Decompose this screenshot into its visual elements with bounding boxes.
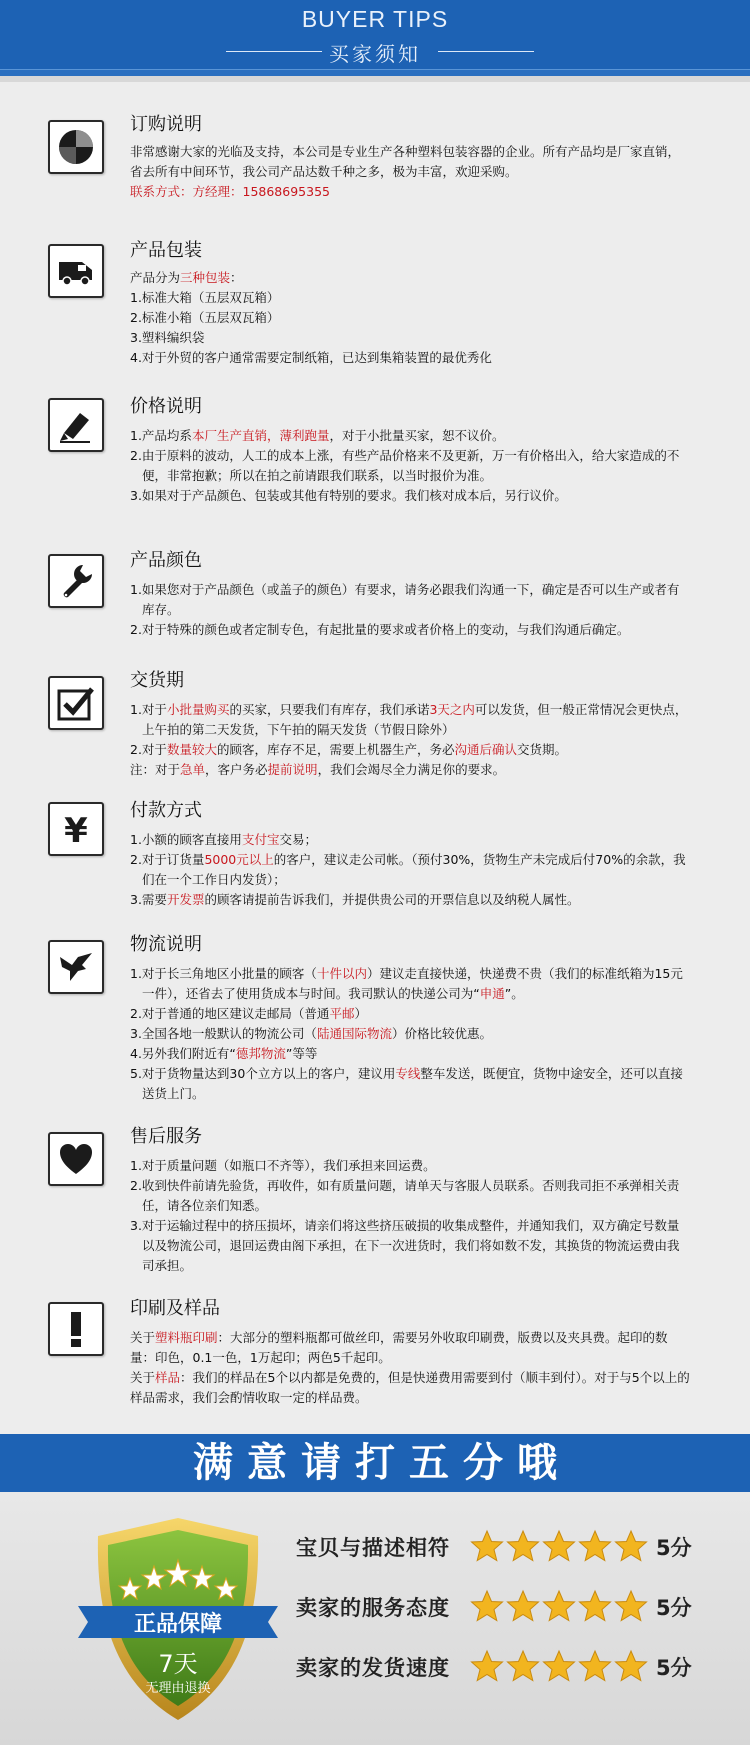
delivery-text: 可以发货，但一般正常情况会更快点，上午拍的第二天发货，下午拍的隔天发货（节假日除外） bbox=[142, 702, 688, 737]
delivery-note bbox=[130, 760, 690, 780]
logistics-text: 4.另外我们附近有“ bbox=[130, 1046, 236, 1061]
rating-row bbox=[296, 1586, 706, 1626]
color-line: 1.如果您对于产品颜色（或盖子的颜色）有要求，请务必跟我们沟通一下，确定是否可以生产或者有库存。 bbox=[130, 582, 680, 617]
delivery-text: 交货期。 bbox=[516, 742, 567, 757]
rating-banner-text: 满意请打五分哦 bbox=[193, 1440, 571, 1486]
price-line1-tail: ，对于小批量买家，恕不议价。 bbox=[329, 428, 505, 443]
ordering-contact: 联系方式：方经理：15868695355 bbox=[130, 184, 330, 199]
delivery-line bbox=[130, 740, 690, 760]
packaging-intro-highlight: 三种包装 bbox=[180, 270, 231, 285]
rating-label: 卖家的服务态度 bbox=[296, 1596, 450, 1620]
section-logistics-title: 物流说明 bbox=[130, 934, 202, 955]
printing-text: 关于 bbox=[130, 1370, 156, 1385]
star-icon bbox=[542, 1529, 576, 1563]
logistics-highlight: 德邦物流 bbox=[235, 1046, 286, 1061]
payment-text: 1.小额的顾客直接用 bbox=[130, 832, 242, 847]
price-line: 2.由于原料的波动，人工的成本上涨，有些产品价格来不及更新，万一有价格出入，给大家造成的不便，非常抱歉；所以在拍之前请跟我们联系，以当时报价为准。 bbox=[130, 448, 680, 483]
wrench-icon bbox=[48, 554, 104, 608]
section-payment-title: 付款方式 bbox=[130, 800, 202, 821]
payment-highlight: 开发票 bbox=[166, 892, 205, 907]
payment-highlight: 5000元以上 bbox=[204, 852, 274, 867]
section-aftersales-body bbox=[130, 1156, 690, 1276]
star-icon bbox=[506, 1589, 540, 1623]
svg-text:¥: ¥ bbox=[64, 811, 88, 849]
yen-icon bbox=[48, 802, 104, 856]
packaging-intro bbox=[130, 268, 690, 288]
rating-score: 5分 bbox=[656, 1596, 692, 1620]
packaging-item: 3.塑料编织袋 bbox=[130, 330, 205, 345]
section-packaging-body bbox=[130, 268, 690, 368]
packaging-intro-text: 产品分为 bbox=[130, 270, 181, 285]
logistics-highlight: 十件以内 bbox=[316, 966, 367, 981]
star-icon bbox=[542, 1649, 576, 1683]
pie-chart-icon bbox=[48, 120, 104, 174]
aftersales-line: 3.对于运输过程中的挤压损坏，请亲们将这些挤压破损的收集成整件，并通知我们，双方确定号数量以及物流公司，退回运费由阁下承担，在下一次进货时，我们将如数不发，其换货的物流运费由我司承担。 bbox=[130, 1218, 680, 1273]
header-divider-right bbox=[438, 51, 534, 52]
star-icon bbox=[578, 1529, 612, 1563]
logistics-line bbox=[130, 1024, 690, 1044]
star-icon bbox=[578, 1589, 612, 1623]
section-printing-title: 印刷及样品 bbox=[130, 1298, 220, 1319]
delivery-text: ，我们会竭尽全力满足你的要求。 bbox=[317, 762, 506, 777]
section-delivery-body bbox=[130, 700, 690, 780]
logistics-line bbox=[130, 1044, 690, 1064]
rating-stars bbox=[470, 1529, 650, 1563]
delivery-highlight: 沟通后确认 bbox=[454, 742, 517, 757]
logistics-highlight: 申通 bbox=[479, 986, 505, 1001]
logistics-line bbox=[130, 1064, 690, 1104]
rating-banner bbox=[0, 1434, 750, 1492]
logistics-text: ） bbox=[354, 1006, 367, 1021]
logistics-text: ”等等 bbox=[285, 1046, 318, 1061]
logistics-text: ）价格比较优惠。 bbox=[391, 1026, 492, 1041]
printing-highlight: 塑料瓶印刷 bbox=[155, 1330, 218, 1345]
section-logistics-body bbox=[130, 964, 690, 1104]
payment-text: 3.需要 bbox=[130, 892, 167, 907]
rating-row bbox=[296, 1526, 706, 1566]
ratings-panel bbox=[0, 1492, 750, 1745]
delivery-highlight: 数量较大 bbox=[166, 742, 217, 757]
star-icon bbox=[470, 1529, 504, 1563]
badge-days-text: 7天 bbox=[158, 1650, 198, 1678]
packaging-item: 2.标准小箱（五层双瓦箱） bbox=[130, 310, 280, 325]
rating-stars bbox=[470, 1589, 650, 1623]
highlighter-pen-icon bbox=[48, 398, 104, 452]
printing-text: ：大部分的塑料瓶都可做丝印，需要另外收取印刷费，版费以及夹具费。起印的数量：印色，0.1一色，1万起印；两色5千起印。 bbox=[130, 1330, 668, 1365]
star-icon bbox=[470, 1589, 504, 1623]
payment-text: 的顾客请提前告诉我们，并提供贵公司的开票信息以及纳税人属性。 bbox=[204, 892, 580, 907]
delivery-highlight: 3天之内 bbox=[429, 702, 475, 717]
payment-text: 2.对于订货量 bbox=[130, 852, 205, 867]
packaging-item: 1.标准大箱（五层双瓦箱） bbox=[130, 290, 280, 305]
section-color-title: 产品颜色 bbox=[130, 550, 202, 571]
printing-text: ：我们的样品在5个以内都是免费的，但是快递费用需要到付（顺丰到付）。对于与5个以上的样品需求，我们会酌情收取一定的样品费。 bbox=[130, 1370, 690, 1405]
section-delivery-title: 交货期 bbox=[130, 670, 184, 691]
section-aftersales-title: 售后服务 bbox=[130, 1126, 202, 1147]
delivery-text: 的顾客，库存不足，需要上机器生产，务必 bbox=[216, 742, 455, 757]
star-icon bbox=[614, 1649, 648, 1683]
star-icon bbox=[506, 1649, 540, 1683]
van-icon bbox=[48, 244, 104, 298]
star-icon bbox=[578, 1649, 612, 1683]
aftersales-line: 2.收到快件前请先验货，再收件，如有质量问题，请单天与客服人员联系。否则我司拒不承弹相关责任，请各位亲们知悉。 bbox=[130, 1178, 680, 1213]
logistics-text: 3.全国各地一般默认的物流公司（ bbox=[130, 1026, 317, 1041]
section-printing-body bbox=[130, 1328, 690, 1408]
aftersales-line: 1.对于质量问题（如瓶口不齐等），我们承担来回运费。 bbox=[130, 1158, 436, 1173]
rating-stars bbox=[470, 1649, 650, 1683]
section-price-title: 价格说明 bbox=[130, 396, 202, 417]
logistics-text: 1.对于长三角地区小批量的顾客（ bbox=[130, 966, 317, 981]
page-header bbox=[0, 0, 750, 76]
packaging-item: 4.对于外贸的客户通常需要定制纸箱，已达到集箱装置的最优秀化 bbox=[130, 350, 492, 365]
star-icon bbox=[614, 1529, 648, 1563]
payment-line bbox=[130, 830, 690, 850]
payment-line bbox=[130, 890, 690, 910]
price-line1-highlight: 本厂生产直销，薄利跑量 bbox=[191, 428, 330, 443]
printing-line bbox=[130, 1328, 690, 1368]
logistics-highlight: 专线 bbox=[395, 1066, 421, 1081]
delivery-highlight: 急单 bbox=[180, 762, 206, 777]
price-line1-text: 1.产品均系 bbox=[130, 428, 192, 443]
badge-main-text: 正品保障 bbox=[133, 1612, 223, 1637]
logistics-text: 2.对于普通的地区建议走邮局（普通 bbox=[130, 1006, 330, 1021]
checkbox-checked-icon bbox=[48, 676, 104, 730]
section-price-body bbox=[130, 426, 690, 506]
rating-row bbox=[296, 1646, 706, 1686]
tips-content bbox=[0, 76, 750, 1434]
heart-icon bbox=[48, 1132, 104, 1186]
printing-text: 关于 bbox=[130, 1330, 156, 1345]
rating-label: 宝贝与描述相符 bbox=[296, 1536, 450, 1560]
section-color-body bbox=[130, 580, 690, 640]
packaging-intro-colon: ： bbox=[230, 270, 243, 285]
logistics-text: 整车发送，既便宜，货物中途安全，还可以直接送货上门。 bbox=[142, 1066, 683, 1101]
exclamation-icon bbox=[48, 1302, 104, 1356]
price-line: 3.如果对于产品颜色、包装或其他有特别的要求。我们核对成本后，另行议价。 bbox=[130, 488, 567, 503]
logistics-highlight: 陆通国际物流 bbox=[316, 1026, 392, 1041]
star-icon bbox=[506, 1529, 540, 1563]
logistics-line bbox=[130, 1004, 690, 1024]
ordering-intro: 非常感谢大家的光临及支持，本公司是专业生产各种塑料包装容器的企业。所有产品均是厂家直销，省去所有中间环节，我公司产品达数千种之多，极为丰富，欢迎采购。 bbox=[130, 144, 681, 179]
header-title-cn: 买家须知 bbox=[329, 42, 421, 66]
rating-score: 5分 bbox=[656, 1656, 692, 1680]
logistics-text: ”。 bbox=[504, 986, 524, 1001]
delivery-text: ，客户务必 bbox=[205, 762, 268, 777]
rating-score: 5分 bbox=[656, 1536, 692, 1560]
logistics-highlight: 平邮 bbox=[329, 1006, 355, 1021]
delivery-highlight: 提前说明 bbox=[267, 762, 318, 777]
star-icon bbox=[614, 1589, 648, 1623]
section-ordering-title: 订购说明 bbox=[130, 114, 202, 135]
delivery-text: 2.对于 bbox=[130, 742, 167, 757]
logistics-line bbox=[130, 964, 690, 1004]
price-line bbox=[130, 426, 690, 446]
logistics-text: 5.对于货物量达到30个立方以上的客户，建议用 bbox=[130, 1066, 396, 1081]
delivery-highlight: 小批量购买 bbox=[166, 702, 230, 717]
header-title-en: BUYER TIPS bbox=[301, 6, 449, 32]
payment-line bbox=[130, 850, 690, 890]
delivery-text: 注：对于 bbox=[130, 762, 181, 777]
bird-icon bbox=[48, 940, 104, 994]
section-ordering-body bbox=[130, 142, 690, 202]
genuine-guarantee-shield-icon bbox=[78, 1514, 278, 1724]
rating-label: 卖家的发货速度 bbox=[296, 1656, 450, 1680]
star-icon bbox=[542, 1589, 576, 1623]
delivery-text: 的买家，只要我们有库存，我们承诺 bbox=[229, 702, 430, 717]
logistics-text: ）建议走直接快递，快递费不贵（我们的标准纸箱为15元一件），还省去了使用货成本与时间。我司默认的快递公司为“ bbox=[142, 966, 683, 1001]
payment-text: 交易； bbox=[279, 832, 317, 847]
payment-highlight: 支付宝 bbox=[241, 832, 280, 847]
badge-sub-text: 无理由退换 bbox=[145, 1681, 211, 1696]
delivery-line bbox=[130, 700, 690, 740]
printing-line bbox=[130, 1368, 690, 1408]
payment-text: 的客户，建议走公司帐。（预付30%，货物生产未完成后付70%的余款，我们在一个工作日内发货）； bbox=[142, 852, 686, 887]
printing-highlight: 样品 bbox=[155, 1370, 181, 1385]
section-payment-body bbox=[130, 830, 690, 910]
section-packaging-title: 产品包装 bbox=[130, 240, 202, 261]
star-icon bbox=[470, 1649, 504, 1683]
color-line: 2.对于特殊的颜色或者定制专色，有起批量的要求或者价格上的变动，与我们沟通后确定。 bbox=[130, 622, 630, 637]
delivery-text: 1.对于 bbox=[130, 702, 167, 717]
